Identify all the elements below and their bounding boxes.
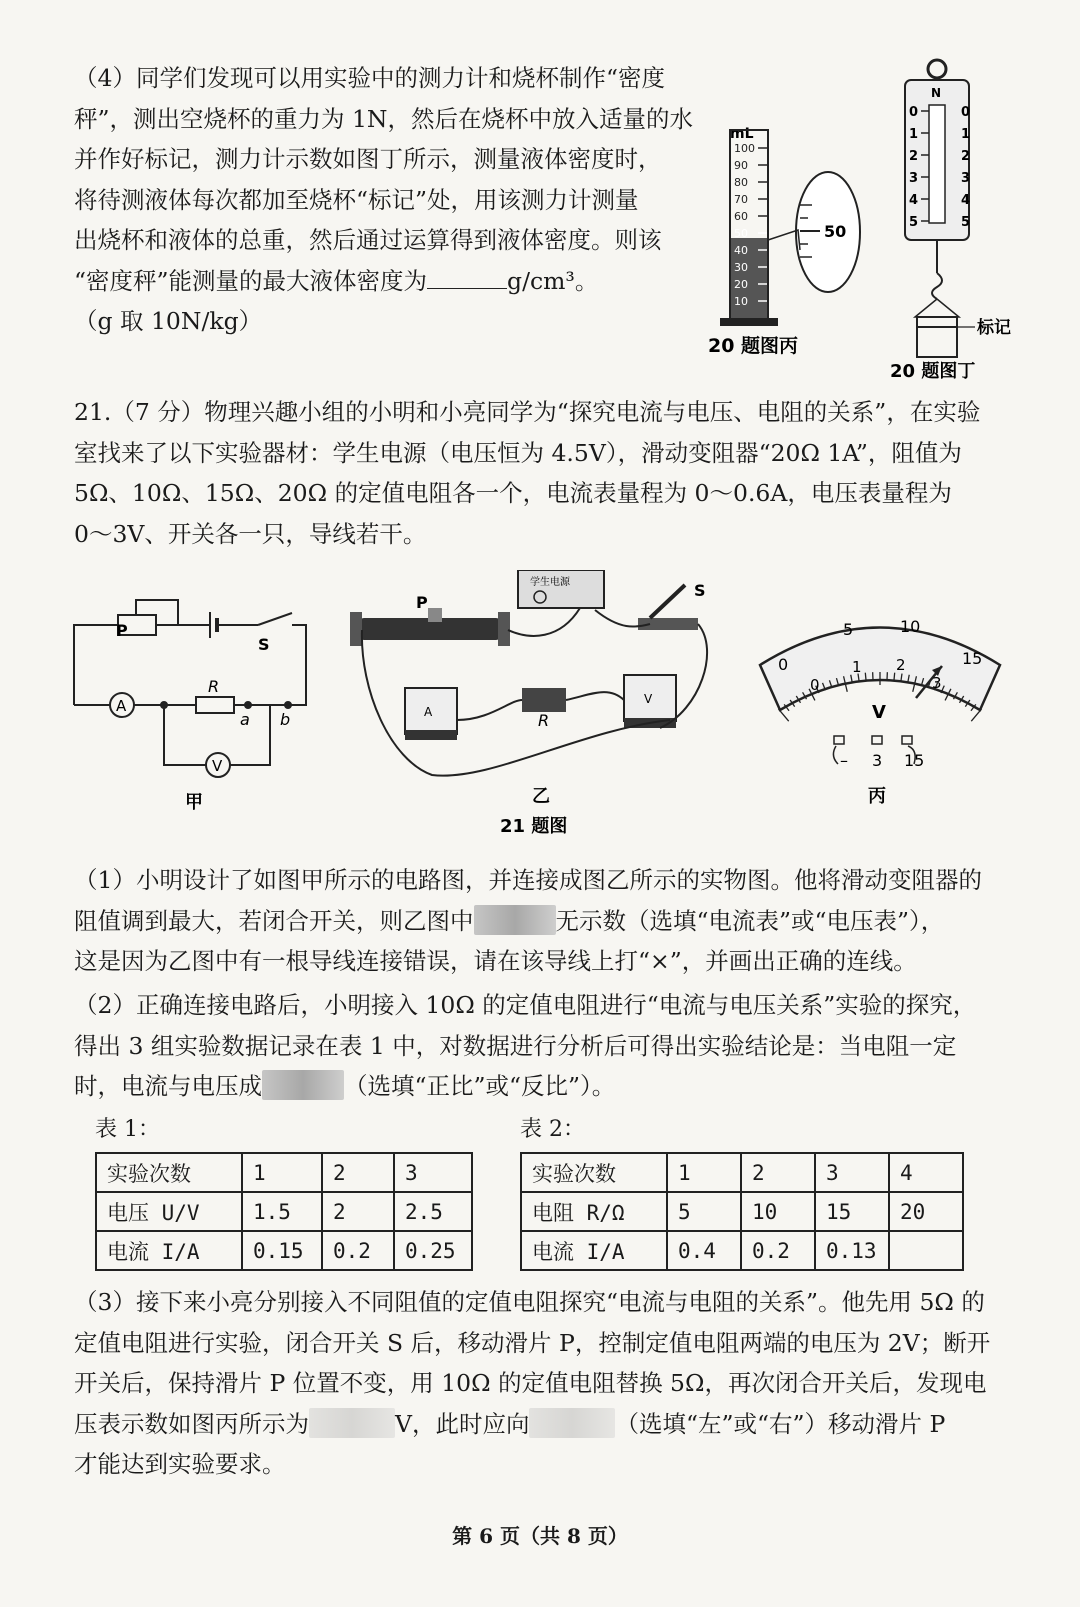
q21-part1 [74, 860, 1064, 982]
table-cell: 0.25 [394, 1231, 472, 1270]
power-supply-label: 学生电源 [530, 577, 570, 588]
dial-top-15: 15 [962, 649, 983, 668]
table2-title: 表 2： [520, 1117, 585, 1142]
table-row [96, 1231, 472, 1270]
beaker [917, 317, 957, 357]
q21-part3 [74, 1282, 1064, 1485]
q21-part2 [74, 985, 1064, 1107]
figure-20-bing [700, 90, 880, 360]
table-cell: 15 [815, 1192, 889, 1231]
q21-p1-line: 这是因为乙图中有一根导线连接错误，请在该导线上打“×”，并画出正确的连线。 [74, 947, 917, 975]
answer-blank[interactable] [474, 905, 556, 935]
table-cell: 5 [667, 1192, 741, 1231]
table-cell: 2 [322, 1192, 394, 1231]
table-cell: 1 [242, 1153, 322, 1192]
q21-p3-text: （选填“左”或“右”）移动滑片 P [615, 1409, 946, 1438]
table-cell: 3 [394, 1153, 472, 1192]
cylinder-tick-label: 10 [734, 295, 748, 308]
meter-tick-label: 2 [961, 149, 971, 164]
meter-tick-label: 1 [961, 127, 971, 142]
table-cell: 实验次数 [521, 1153, 667, 1192]
page-footer: 第 6 页（共 8 页） [452, 1524, 628, 1548]
fixed-resistor [522, 688, 566, 712]
voltmeter-symbol: V [212, 757, 223, 775]
cylinder-tick-label: 60 [734, 210, 748, 223]
q21-intro-line: 0～3V、开关各一只，导线若干。 [74, 519, 427, 548]
cylinder-tick-label: 50 [734, 227, 748, 240]
q21-p2-line: 得出 3 组实验数据记录在表 1 中，对数据进行分析后可得出实验结论是：当电阻一定 [74, 1031, 957, 1060]
dial-bottom-0: 0 [810, 676, 820, 694]
table-cell: 2.5 [394, 1192, 472, 1231]
dial-top-5: 5 [843, 620, 854, 639]
dial-tick [778, 709, 788, 721]
table-2 [520, 1152, 964, 1271]
dial-top-0: 0 [778, 655, 789, 674]
caption-21: 21 题图 [500, 816, 568, 837]
q20-line: 并作好标记，测力计示数如图丁所示，测量液体密度时， [74, 145, 662, 173]
meter-tick-label: 0 [909, 105, 919, 120]
table-cell: 20 [889, 1192, 963, 1231]
table-row [96, 1153, 472, 1192]
figure-20-ding [885, 55, 1045, 385]
cylinder-tick-label: 20 [734, 278, 748, 291]
meter-tick-label: 4 [961, 193, 971, 208]
cylinder-base [720, 318, 778, 326]
q20-line: （4）同学们发现可以用实验中的测力计和烧杯制作“密度 [74, 64, 665, 92]
q21-p2-text: （选填“正比”或“反比”）。 [344, 1072, 616, 1100]
terminal-neg: – [840, 751, 848, 770]
table-cell [889, 1231, 963, 1270]
q20-line: 秤”，测出空烧杯的重力为 1N，然后在烧杯中放入适量的水 [74, 104, 693, 133]
meter-tick-label: 3 [909, 171, 919, 186]
q21-p3-text: 压表示数如图丙所示为 [74, 1409, 309, 1438]
dial-bottom-1: 1 [852, 658, 862, 676]
figure-21 [60, 570, 1040, 855]
label-yi: 乙 [532, 786, 550, 807]
table-row [521, 1153, 963, 1192]
q21-p3-line: 才能达到实验要求。 [74, 1450, 286, 1478]
dial-tick [865, 673, 866, 681]
apparatus-yi [350, 570, 707, 776]
label-R-yi: R [538, 711, 550, 730]
label-P-yi: P [416, 593, 428, 612]
table-cell: 0.4 [667, 1231, 741, 1270]
table-cell: 电阻 R/Ω [521, 1192, 667, 1231]
table-cell: 3 [815, 1153, 889, 1192]
caption-20-bing: 20 题图丙 [708, 335, 799, 357]
table-cell: 0.15 [242, 1231, 322, 1270]
q20-line: （g 取 10N/kg） [74, 307, 263, 335]
table-cell: 10 [741, 1192, 815, 1231]
table-cell: 2 [741, 1153, 815, 1192]
dial-bottom-2: 2 [896, 656, 906, 674]
zoom-label: 50 [824, 222, 847, 241]
meter-unit: N [931, 86, 942, 100]
dial-unit: V [872, 702, 886, 723]
caption-20-ding: 20 题图丁 [890, 361, 976, 382]
table-cell: 0.2 [741, 1231, 815, 1270]
cylinder-tick-label: 70 [734, 193, 748, 206]
q20-line: 将待测液体每次都加至烧杯“标记”处，用该测力计测量 [74, 185, 639, 214]
dial-top-10: 10 [900, 617, 921, 636]
meter-tick-label: 1 [909, 127, 919, 142]
q21-p2-line: （2）正确连接电路后，小明接入 10Ω 的定值电阻进行“电流与电压关系”实验的探究， [74, 991, 977, 1019]
table-cell: 1 [667, 1153, 741, 1192]
table-cell: 4 [889, 1153, 963, 1192]
q20-line: “密度秤”能测量的最大液体密度为 [74, 266, 428, 295]
terminal-3: 3 [872, 751, 883, 770]
table-cell: 0.13 [815, 1231, 889, 1270]
label-jia: 甲 [185, 792, 203, 813]
answer-blank[interactable] [529, 1408, 615, 1438]
cylinder-tick-label: 80 [734, 176, 748, 189]
table-1 [95, 1152, 473, 1271]
q21-p1-text: 无示数（选填“电流表”或“电压表”）， [555, 906, 945, 935]
q21-p3-line: （3）接下来小亮分别接入不同阻值的定值电阻探究“电流与电阻的关系”。他先用 5Ω 的 [74, 1288, 985, 1316]
ammeter-symbol: A [116, 697, 127, 715]
q21-intro-line: 21.（7 分）物理兴趣小组的小明和小亮同学为“探究电流与电压、电阻的关系”，在实验 [74, 398, 981, 426]
q20-part4 [74, 58, 714, 342]
dial-tick [894, 673, 895, 681]
label-R-jia: R [208, 677, 220, 696]
dial-tick [971, 709, 981, 721]
table-cell: 电流 I/A [96, 1231, 242, 1270]
label-bing: 丙 [868, 786, 886, 807]
q21-p3-text: V，此时应向 [395, 1409, 530, 1438]
table-cell: 实验次数 [96, 1153, 242, 1192]
table-row [521, 1231, 963, 1270]
dial-bottom-3: 3 [932, 674, 942, 692]
q21-p3-line: 开关后，保持滑片 P 位置不变，用 10Ω 的定值电阻替换 5Ω，再次闭合开关后，发现电 [74, 1369, 987, 1397]
q21-p3-line: 定值电阻进行实验，闭合开关 S 后，移动滑片 P，控制定值电阻两端的电压为 2V；断开 [74, 1328, 991, 1357]
answer-blank[interactable] [427, 264, 507, 289]
meter-tick-label: 5 [909, 215, 919, 230]
table-cell: 电压 U/V [96, 1192, 242, 1231]
meter-tick-label: 3 [961, 171, 971, 186]
cylinder-tick-label: 100 [734, 142, 755, 155]
label-a: a [240, 710, 250, 729]
q21-p1-text: 阻值调到最大，若闭合开关，则乙图中 [74, 906, 474, 935]
cylinder-tick-label: 40 [734, 244, 748, 257]
cylinder-tick-label: 90 [734, 159, 748, 172]
table-cell: 2 [322, 1153, 394, 1192]
meter-tick-label: 0 [961, 105, 971, 120]
meter-tick-label: 4 [909, 193, 919, 208]
label-S-yi: S [694, 581, 706, 600]
terminal-15: 15 [904, 751, 925, 770]
table-row [96, 1192, 472, 1231]
q21-p2-text: 时，电流与电压成 [74, 1072, 262, 1100]
cylinder-tick-label: 30 [734, 261, 748, 274]
mark-label: 标记 [977, 318, 1011, 338]
ammeter-face: A [424, 705, 433, 719]
circuit-diagram-jia [74, 600, 306, 777]
q21-intro-line: 5Ω、10Ω、15Ω、20Ω 的定值电阻各一个，电流表量程为 0～0.6A，电压表量程为 [74, 479, 952, 507]
q20-unit: g/cm³。 [507, 266, 599, 295]
meter-tick-label: 5 [961, 215, 971, 230]
table1-title: 表 1： [95, 1117, 160, 1142]
q21-p1-line: （1）小明设计了如图甲所示的电路图，并连接成图乙所示的实物图。他将滑动变阻器的 [74, 866, 982, 894]
answer-blank[interactable] [309, 1408, 395, 1438]
answer-blank[interactable] [262, 1070, 344, 1100]
meter-tick-label: 2 [909, 149, 919, 164]
label-S-jia: S [258, 635, 270, 654]
table-cell: 1.5 [242, 1192, 322, 1231]
table-cell: 0.2 [322, 1231, 394, 1270]
label-P-jia: P [116, 621, 128, 640]
q21-intro [74, 392, 1064, 554]
q21-intro-line: 室找来了以下实验器材：学生电源（电压恒为 4.5V），滑动变阻器“20Ω 1A”，阻值为 [74, 438, 962, 467]
cylinder-unit: mL [730, 126, 754, 142]
power-supply [518, 570, 604, 608]
voltmeter-face: V [644, 692, 653, 706]
q20-line: 出烧杯和液体的总重，然后通过运算得到液体密度。则该 [74, 226, 662, 254]
table-cell: 电流 I/A [521, 1231, 667, 1270]
label-b: b [280, 710, 291, 729]
table-row [521, 1192, 963, 1231]
